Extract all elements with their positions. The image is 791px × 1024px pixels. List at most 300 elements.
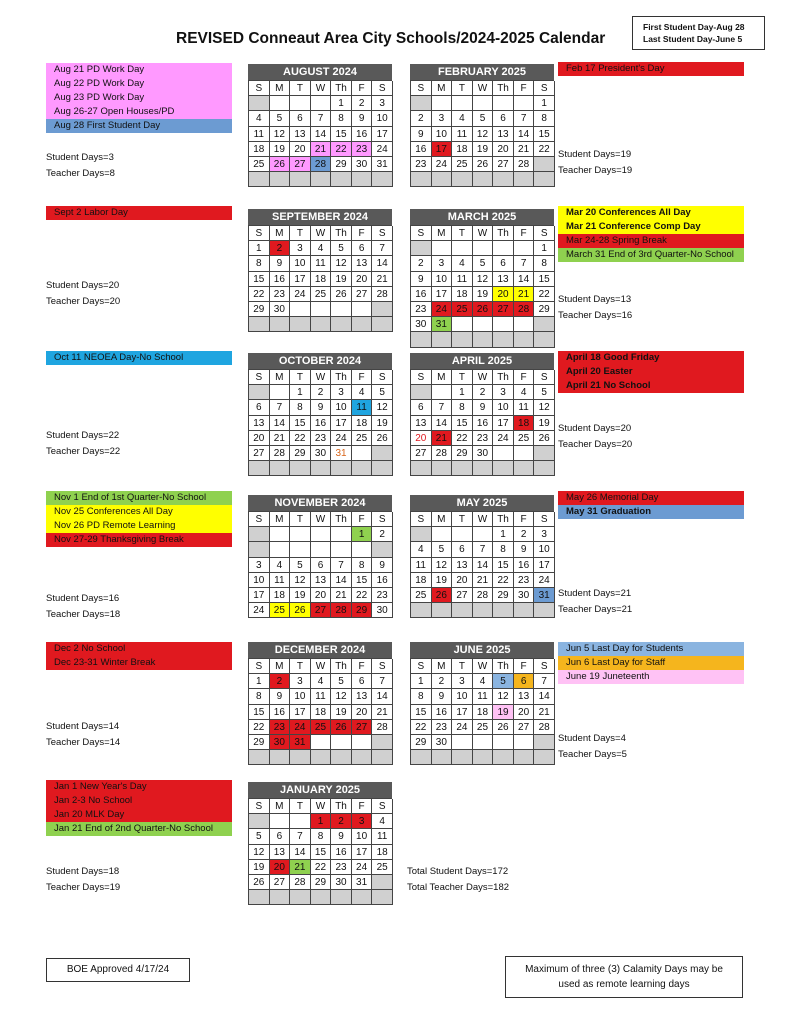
day-cell: 6 (493, 256, 514, 271)
day-cell: 14 (432, 416, 453, 431)
day-cell: 14 (514, 272, 535, 287)
day-cell: 8 (534, 111, 555, 126)
teacher-days: Teacher Days=16 (558, 310, 633, 321)
day-cell: 1 (331, 96, 352, 111)
empty-cell (432, 461, 453, 476)
empty-cell (514, 735, 535, 750)
day-cell: 1 (352, 527, 373, 542)
day-cell: 10 (534, 542, 555, 557)
day-cell: 18 (372, 845, 393, 860)
boe-approved-text: BOE Approved 4/17/24 (66, 964, 170, 975)
day-cell: 18 (311, 272, 332, 287)
day-cell: 27 (311, 603, 332, 618)
day-cell: 29 (452, 446, 473, 461)
teacher-days: Teacher Days=21 (558, 604, 633, 615)
day-cell: 27 (411, 446, 432, 461)
day-cell: 10 (432, 127, 453, 142)
weekday-header: W (473, 370, 494, 385)
day-cell: 25 (249, 157, 270, 172)
empty-cell (331, 461, 352, 476)
day-cell: 17 (452, 705, 473, 720)
month-grid (410, 658, 554, 765)
day-cell: 27 (514, 720, 535, 735)
empty-cell (311, 172, 332, 187)
empty-cell (534, 735, 555, 750)
teacher-days: Teacher Days=14 (46, 737, 121, 748)
day-cell: 21 (372, 272, 393, 287)
day-cell: 12 (534, 400, 555, 415)
weekday-header: W (311, 81, 332, 96)
day-cell: 18 (411, 573, 432, 588)
empty-cell (311, 96, 332, 111)
first-student-day: First Student Day-Aug 28 (643, 22, 745, 32)
day-cell: 30 (270, 302, 291, 317)
day-cell: 15 (493, 558, 514, 573)
event-note: Jan 21 End of 2nd Quarter-No School (46, 822, 232, 836)
day-cell: 20 (493, 287, 514, 302)
student-days: Student Days=14 (46, 721, 120, 732)
day-cell: 27 (352, 287, 373, 302)
student-days: Student Days=20 (46, 280, 120, 291)
weekday-header: W (473, 512, 494, 527)
weekday-header: Th (493, 659, 514, 674)
event-note: Jun 5 Last Day for Students (558, 642, 744, 656)
day-cell: 18 (452, 287, 473, 302)
empty-cell (411, 750, 432, 765)
day-cell: 5 (534, 385, 555, 400)
day-cell: 5 (432, 542, 453, 557)
empty-cell (352, 735, 373, 750)
day-cell: 16 (473, 416, 494, 431)
empty-cell (452, 241, 473, 256)
weekday-header: S (534, 226, 555, 241)
weekday-header: Th (331, 370, 352, 385)
day-cell: 9 (432, 689, 453, 704)
weekday-header: S (372, 226, 393, 241)
day-cell: 9 (270, 689, 291, 704)
day-cell: 5 (331, 674, 352, 689)
empty-cell (493, 603, 514, 618)
day-cell: 13 (514, 689, 535, 704)
day-cell: 23 (514, 573, 535, 588)
day-cell: 6 (270, 829, 291, 844)
day-cell: 12 (493, 689, 514, 704)
left-days-block (46, 150, 115, 182)
month-calendar (248, 209, 392, 332)
month-title: AUGUST 2024 (248, 64, 392, 80)
event-note: May 31 Graduation (558, 505, 744, 519)
weekday-header: Th (493, 226, 514, 241)
empty-cell (352, 542, 373, 557)
empty-cell (493, 446, 514, 461)
day-cell: 24 (352, 860, 373, 875)
day-cell: 30 (473, 446, 494, 461)
day-cell: 7 (432, 400, 453, 415)
day-cell: 28 (534, 720, 555, 735)
empty-cell (514, 96, 535, 111)
month-calendar (248, 782, 392, 905)
empty-cell (311, 735, 332, 750)
day-cell: 27 (249, 446, 270, 461)
empty-cell (432, 603, 453, 618)
month-title: MARCH 2025 (410, 209, 554, 225)
day-cell: 7 (372, 674, 393, 689)
day-cell: 22 (311, 860, 332, 875)
day-cell: 3 (290, 674, 311, 689)
event-note: April 20 Easter (558, 365, 744, 379)
right-days-block (558, 147, 632, 179)
weekday-header: Th (331, 81, 352, 96)
empty-cell (290, 302, 311, 317)
event-note: Mar 21 Conference Comp Day (558, 220, 744, 234)
empty-cell (534, 750, 555, 765)
day-cell: 25 (270, 603, 291, 618)
day-cell: 21 (534, 705, 555, 720)
empty-cell (290, 750, 311, 765)
empty-cell (290, 890, 311, 905)
weekday-header: T (452, 512, 473, 527)
day-cell: 17 (331, 416, 352, 431)
weekday-header: F (514, 81, 535, 96)
day-cell: 30 (270, 735, 291, 750)
day-cell: 14 (270, 416, 291, 431)
empty-cell (514, 172, 535, 187)
empty-cell (452, 172, 473, 187)
day-cell: 25 (311, 287, 332, 302)
event-note: Mar 24-28 Spring Break (558, 234, 744, 248)
empty-cell (493, 241, 514, 256)
empty-cell (249, 890, 270, 905)
empty-cell (311, 542, 332, 557)
empty-cell (493, 96, 514, 111)
day-cell: 19 (473, 142, 494, 157)
day-cell: 26 (290, 603, 311, 618)
right-event-notes (558, 642, 744, 684)
student-days: Student Days=13 (558, 294, 632, 305)
boe-approved-box (46, 958, 190, 982)
event-note: Mar 20 Conferences All Day (558, 206, 744, 220)
day-cell: 25 (452, 157, 473, 172)
day-cell: 7 (534, 674, 555, 689)
totals-block (407, 864, 509, 896)
day-cell: 13 (493, 127, 514, 142)
empty-cell (452, 603, 473, 618)
empty-cell (352, 446, 373, 461)
day-cell: 26 (534, 431, 555, 446)
empty-cell (270, 96, 291, 111)
day-cell: 1 (249, 674, 270, 689)
day-cell: 3 (352, 814, 373, 829)
day-cell: 20 (352, 272, 373, 287)
month-grid (410, 369, 554, 476)
day-cell: 20 (249, 431, 270, 446)
weekday-header: F (352, 81, 373, 96)
day-cell: 30 (411, 317, 432, 332)
day-cell: 24 (290, 287, 311, 302)
day-cell: 1 (534, 241, 555, 256)
day-cell: 12 (331, 689, 352, 704)
teacher-days: Teacher Days=19 (558, 165, 633, 176)
total-student-days: Total Student Days=172 (407, 866, 509, 877)
day-cell: 15 (331, 127, 352, 142)
day-cell: 23 (432, 720, 453, 735)
empty-cell (249, 385, 270, 400)
weekday-header: T (290, 81, 311, 96)
day-cell: 31 (290, 735, 311, 750)
day-cell: 3 (452, 674, 473, 689)
weekday-header: S (249, 799, 270, 814)
weekday-header: F (352, 370, 373, 385)
day-cell: 28 (372, 720, 393, 735)
event-note: Nov 1 End of 1st Quarter-No School (46, 491, 232, 505)
empty-cell (473, 332, 494, 347)
weekday-header: S (249, 512, 270, 527)
day-cell: 6 (311, 558, 332, 573)
event-note: Dec 2 No School (46, 642, 232, 656)
day-cell: 19 (331, 705, 352, 720)
month-title: JANUARY 2025 (248, 782, 392, 798)
weekday-header: S (249, 370, 270, 385)
day-cell: 1 (311, 814, 332, 829)
day-cell: 6 (514, 674, 535, 689)
day-cell: 12 (473, 127, 494, 142)
empty-cell (270, 461, 291, 476)
weekday-header: S (249, 81, 270, 96)
day-cell: 28 (514, 157, 535, 172)
weekday-header: S (372, 799, 393, 814)
day-cell: 31 (352, 875, 373, 890)
day-cell: 10 (452, 689, 473, 704)
day-cell: 23 (270, 720, 291, 735)
weekday-header: T (452, 81, 473, 96)
day-cell: 16 (514, 558, 535, 573)
month-calendar (410, 642, 554, 765)
weekday-header: F (514, 226, 535, 241)
month-calendar (248, 353, 392, 476)
teacher-days: Teacher Days=19 (46, 882, 121, 893)
day-cell: 13 (452, 558, 473, 573)
day-cell: 15 (534, 272, 555, 287)
right-event-notes (558, 206, 744, 262)
student-days: Student Days=19 (558, 149, 632, 160)
empty-cell (514, 750, 535, 765)
event-note: June 19 Juneteenth (558, 670, 744, 684)
weekday-header: S (249, 226, 270, 241)
month-title: FEBRUARY 2025 (410, 64, 554, 80)
day-cell: 18 (452, 142, 473, 157)
weekday-header: Th (493, 512, 514, 527)
day-cell: 29 (331, 157, 352, 172)
day-cell: 18 (473, 705, 494, 720)
day-cell: 30 (372, 603, 393, 618)
day-cell: 2 (331, 814, 352, 829)
day-cell: 17 (290, 272, 311, 287)
empty-cell (411, 527, 432, 542)
left-days-block (46, 864, 120, 896)
empty-cell (331, 750, 352, 765)
day-cell: 29 (352, 603, 373, 618)
month-title: SEPTEMBER 2024 (248, 209, 392, 225)
weekday-header: F (352, 512, 373, 527)
right-event-notes (558, 491, 744, 519)
day-cell: 27 (452, 588, 473, 603)
event-note: Nov 26 PD Remote Learning (46, 519, 232, 533)
day-cell: 2 (311, 385, 332, 400)
day-cell: 7 (372, 241, 393, 256)
weekday-header: W (311, 370, 332, 385)
teacher-days: Teacher Days=20 (46, 296, 121, 307)
month-grid (248, 511, 392, 618)
day-cell: 16 (352, 127, 373, 142)
empty-cell (534, 461, 555, 476)
day-cell: 22 (249, 287, 270, 302)
empty-cell (432, 332, 453, 347)
empty-cell (534, 157, 555, 172)
day-cell: 13 (270, 845, 291, 860)
day-cell: 24 (534, 573, 555, 588)
weekday-header: M (432, 226, 453, 241)
day-cell: 11 (249, 127, 270, 142)
day-cell: 4 (311, 674, 332, 689)
day-cell: 8 (331, 111, 352, 126)
event-note: Dec 23-31 Winter Break (46, 656, 232, 670)
day-cell: 27 (493, 302, 514, 317)
day-cell: 3 (432, 111, 453, 126)
empty-cell (352, 890, 373, 905)
teacher-days: Teacher Days=20 (558, 439, 633, 450)
empty-cell (493, 172, 514, 187)
weekday-header: W (473, 226, 494, 241)
day-cell: 3 (493, 385, 514, 400)
day-cell: 6 (352, 241, 373, 256)
right-days-block (558, 731, 627, 763)
month-calendar (410, 353, 554, 476)
weekday-header: M (270, 81, 291, 96)
day-cell: 11 (473, 689, 494, 704)
right-days-block (558, 292, 632, 324)
empty-cell (411, 385, 432, 400)
day-cell: 28 (473, 588, 494, 603)
day-cell: 20 (493, 142, 514, 157)
empty-cell (411, 332, 432, 347)
left-days-block (46, 719, 120, 751)
day-cell: 11 (311, 256, 332, 271)
empty-cell (290, 814, 311, 829)
empty-cell (331, 302, 352, 317)
day-cell: 8 (534, 256, 555, 271)
day-cell: 4 (270, 558, 291, 573)
event-note: Aug 26-27 Open Houses/PD (46, 105, 232, 119)
day-cell: 8 (493, 542, 514, 557)
empty-cell (432, 172, 453, 187)
day-cell: 31 (534, 588, 555, 603)
day-cell: 30 (331, 875, 352, 890)
empty-cell (352, 172, 373, 187)
day-cell: 8 (249, 689, 270, 704)
day-cell: 5 (290, 558, 311, 573)
day-cell: 24 (249, 603, 270, 618)
weekday-header: T (452, 370, 473, 385)
day-cell: 4 (514, 385, 535, 400)
day-cell: 25 (473, 720, 494, 735)
month-grid (248, 798, 392, 905)
day-cell: 30 (352, 157, 373, 172)
day-cell: 4 (249, 111, 270, 126)
teacher-days: Teacher Days=8 (46, 168, 115, 179)
day-cell: 25 (352, 431, 373, 446)
empty-cell (352, 750, 373, 765)
day-cell: 15 (249, 705, 270, 720)
weekday-header: M (432, 370, 453, 385)
weekday-header: Th (331, 659, 352, 674)
weekday-header: S (534, 659, 555, 674)
student-days: Student Days=4 (558, 733, 626, 744)
month-grid (248, 80, 392, 187)
day-cell: 6 (411, 400, 432, 415)
day-cell: 20 (411, 431, 432, 446)
day-cell: 2 (411, 111, 432, 126)
day-cell: 14 (514, 127, 535, 142)
weekday-header: W (311, 226, 332, 241)
student-days: Student Days=20 (558, 423, 632, 434)
day-cell: 3 (432, 256, 453, 271)
day-cell: 6 (493, 111, 514, 126)
day-cell: 4 (452, 111, 473, 126)
empty-cell (473, 750, 494, 765)
day-cell: 21 (372, 705, 393, 720)
day-cell: 21 (270, 431, 291, 446)
day-cell: 30 (311, 446, 332, 461)
day-cell: 5 (493, 674, 514, 689)
day-cell: 19 (493, 705, 514, 720)
right-days-block (558, 421, 632, 453)
empty-cell (432, 241, 453, 256)
month-calendar (410, 495, 554, 618)
day-cell: 19 (331, 272, 352, 287)
day-cell: 13 (352, 689, 373, 704)
empty-cell (249, 317, 270, 332)
student-days: Student Days=18 (46, 866, 120, 877)
weekday-header: W (311, 659, 332, 674)
event-note: Jun 6 Last Day for Staff (558, 656, 744, 670)
day-cell: 20 (290, 142, 311, 157)
day-cell: 14 (534, 689, 555, 704)
month-calendar (248, 64, 392, 187)
day-cell: 21 (514, 287, 535, 302)
empty-cell (352, 302, 373, 317)
day-cell: 12 (372, 400, 393, 415)
empty-cell (534, 332, 555, 347)
day-cell: 6 (290, 111, 311, 126)
month-grid (410, 80, 554, 187)
left-event-notes (46, 351, 232, 365)
empty-cell (372, 542, 393, 557)
weekday-header: M (432, 512, 453, 527)
page-title: REVISED Conneaut Area City Schools/2024-2025 Calendar (176, 30, 606, 47)
empty-cell (514, 603, 535, 618)
day-cell: 12 (290, 573, 311, 588)
day-cell: 12 (270, 127, 291, 142)
empty-cell (452, 317, 473, 332)
empty-cell (249, 527, 270, 542)
day-cell: 14 (372, 689, 393, 704)
day-cell: 22 (411, 720, 432, 735)
day-cell: 23 (270, 287, 291, 302)
month-calendar (410, 64, 554, 187)
day-cell: 9 (311, 400, 332, 415)
calamity-days-text: Maximum of three (3) Calamity Days may be used as remote learning days (525, 964, 723, 990)
day-cell: 1 (493, 527, 514, 542)
